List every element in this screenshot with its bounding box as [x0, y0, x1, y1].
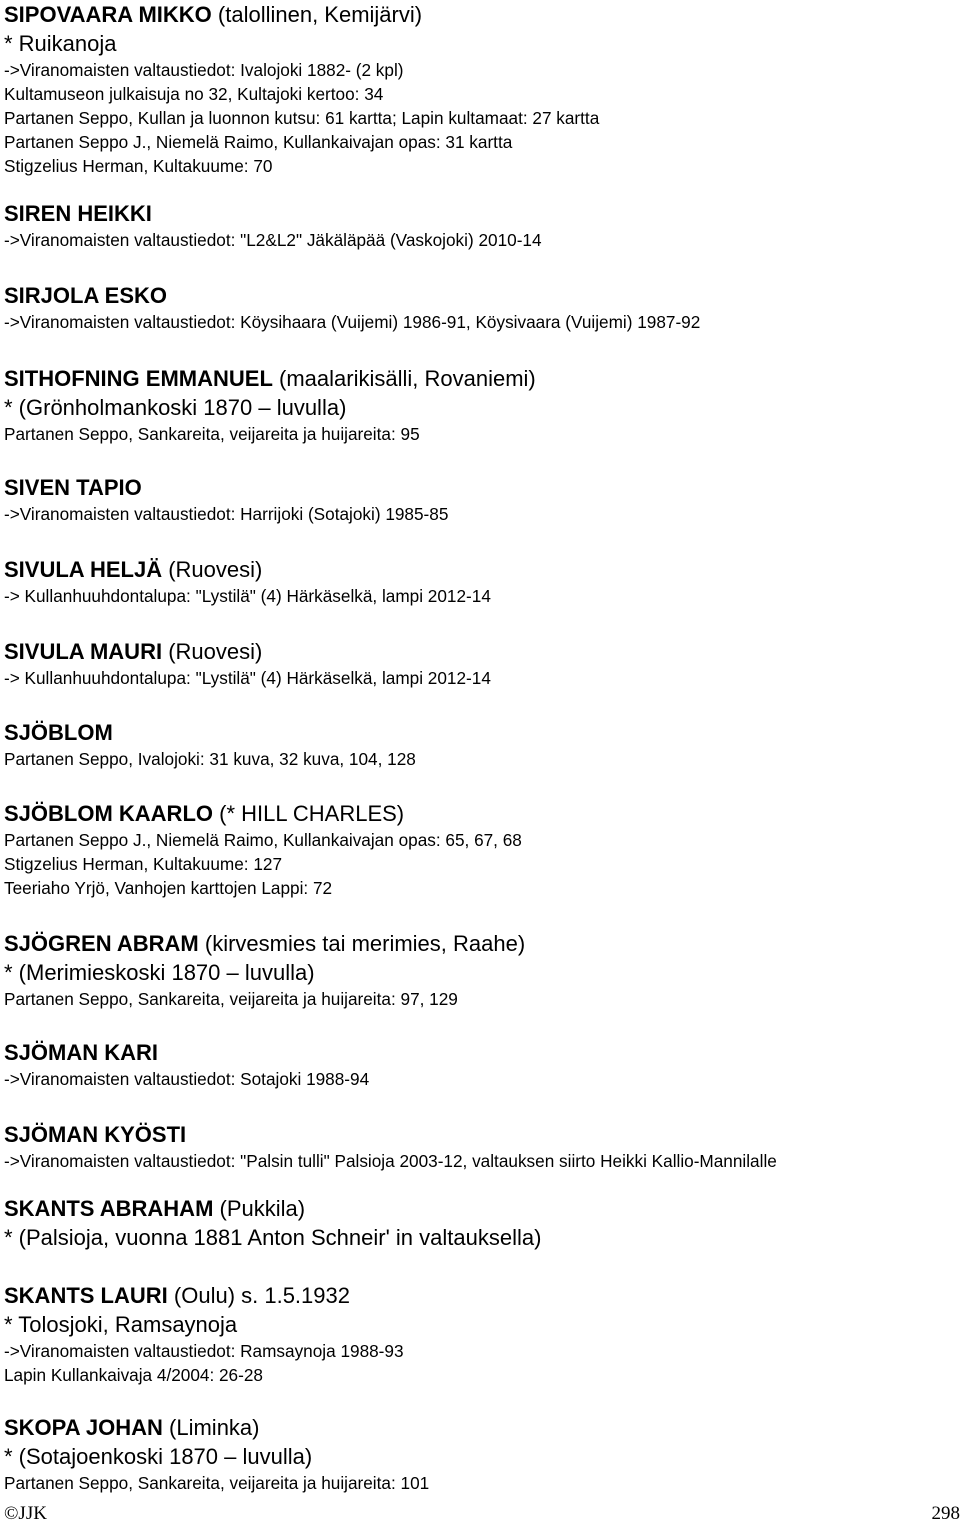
entry-name: SJÖMAN KYÖSTI	[4, 1122, 187, 1147]
entry	[4, 0, 599, 178]
entry-name: SIVEN TAPIO	[4, 475, 142, 500]
entry-name: SJÖBLOM	[4, 720, 113, 745]
entry-reference: ->Viranomaisten valtaustiedot: Ivalojoki 1882- (2 kpl)	[4, 60, 404, 80]
entry-reference: ->Viranomaisten valtaustiedot: Harrijoki (Sotajoki) 1985-85	[4, 504, 449, 524]
entry	[4, 555, 491, 608]
entry-reference: Teeriaho Yrjö, Vanhojen karttojen Lappi: 72	[4, 878, 333, 898]
entry-heading	[4, 0, 599, 29]
entry-location: * (Merimieskoski 1870 – luvulla)	[4, 960, 315, 985]
entry-location: * (Sotajoenkoski 1870 – luvulla)	[4, 1444, 313, 1469]
entry	[4, 799, 522, 900]
entry	[4, 473, 448, 526]
entry-heading	[4, 1281, 404, 1310]
entry-heading	[4, 637, 491, 666]
entry-reference: ->Viranomaisten valtaustiedot: "Palsin tulli" Palsioja 2003-12, valtauksen siirto Heikki Kallio-Mannilalle	[4, 1151, 777, 1171]
entry	[4, 199, 542, 252]
entry-details: (Pukkila)	[213, 1196, 306, 1221]
entry-name: SJÖGREN ABRAM	[4, 931, 199, 956]
entry-location: * Ruikanoja	[4, 31, 117, 56]
entry-reference: Partanen Seppo, Sankareita, veijareita ja huijareita: 95	[4, 424, 420, 444]
entry-heading	[4, 555, 491, 584]
entry-heading	[4, 718, 416, 747]
entry-name: SITHOFNING EMMANUEL	[4, 366, 273, 391]
entry-reference: Partanen Seppo, Kullan ja luonnon kutsu: 61 kartta; Lapin kultamaat: 27 kartta	[4, 108, 600, 128]
entry-location: * (Palsioja, vuonna 1881 Anton Schneir' in valtauksella)	[4, 1225, 542, 1250]
page-number: 298	[931, 1503, 960, 1524]
entry-reference: Partanen Seppo, Ivalojoki: 31 kuva, 32 kuva, 104, 128	[4, 749, 416, 769]
entry-reference: Partanen Seppo J., Niemelä Raimo, Kullankaivajan opas: 65, 67, 68	[4, 830, 522, 850]
entry-heading	[4, 1413, 429, 1442]
entry-details: (talollinen, Kemijärvi)	[211, 2, 423, 27]
entry-reference: ->Viranomaisten valtaustiedot: Ramsaynoja 1988-93	[4, 1341, 404, 1361]
entry	[4, 1281, 404, 1387]
entry-reference: -> Kullanhuuhdontalupa: "Lystilä" (4) Härkäselkä, lampi 2012-14	[4, 586, 491, 606]
entry	[4, 718, 416, 771]
entry-reference: ->Viranomaisten valtaustiedot: "L2&L2" Jäkäläpää (Vaskojoki) 2010-14	[4, 230, 542, 250]
entry	[4, 929, 525, 1011]
entry-heading	[4, 364, 536, 393]
entry-reference: Partanen Seppo, Sankareita, veijareita ja huijareita: 101	[4, 1473, 430, 1493]
entry-details: (* HILL CHARLES)	[213, 801, 405, 826]
entry-reference: -> Kullanhuuhdontalupa: "Lystilä" (4) Härkäselkä, lampi 2012-14	[4, 668, 491, 688]
footer-copyright: ©JJK	[4, 1503, 47, 1524]
entry	[4, 1120, 777, 1173]
entry	[4, 1413, 429, 1495]
entry-heading	[4, 1038, 369, 1067]
entry-heading	[4, 1194, 541, 1223]
entry-details: (maalarikisälli, Rovaniemi)	[272, 366, 536, 391]
entry	[4, 281, 700, 334]
entry-reference: ->Viranomaisten valtaustiedot: Sotajoki 1988-94	[4, 1069, 370, 1089]
entry-name: SJÖMAN KARI	[4, 1040, 159, 1065]
page-footer	[4, 1502, 960, 1525]
entry	[4, 1194, 541, 1252]
entry	[4, 1038, 369, 1091]
entry-reference: Partanen Seppo J., Niemelä Raimo, Kullankaivajan opas: 31 kartta	[4, 132, 513, 152]
entry-heading	[4, 1120, 777, 1149]
entry-name: SIREN HEIKKI	[4, 201, 152, 226]
entry-heading	[4, 281, 700, 310]
entry-reference: Partanen Seppo, Sankareita, veijareita ja huijareita: 97, 129	[4, 989, 458, 1009]
entry-heading	[4, 799, 522, 828]
entry-details: (Liminka)	[162, 1415, 260, 1440]
entry-heading	[4, 929, 525, 958]
entry-reference: ->Viranomaisten valtaustiedot: Köysihaara (Vuijemi) 1986-91, Köysivaara (Vuijemi) 1987-92	[4, 312, 701, 332]
entry	[4, 364, 536, 446]
entry-location: * Tolosjoki, Ramsaynoja	[4, 1312, 238, 1337]
entry-reference: Lapin Kullankaivaja 4/2004: 26-28	[4, 1365, 263, 1385]
entry	[4, 637, 491, 690]
entry-name: SIVULA HELJÄ	[4, 557, 163, 582]
entry-details: (Ruovesi)	[162, 639, 263, 664]
entry-location: * (Grönholmankoski 1870 – luvulla)	[4, 395, 347, 420]
entry-name: SJÖBLOM KAARLO	[4, 801, 213, 826]
entry-name: SKANTS LAURI	[4, 1283, 168, 1308]
entry-heading	[4, 199, 542, 228]
entry-name: SKOPA JOHAN	[4, 1415, 163, 1440]
entry-details: (kirvesmies tai merimies, Raahe)	[198, 931, 526, 956]
entry-details: (Ruovesi)	[162, 557, 263, 582]
entry-reference: Kultamuseon julkaisuja no 32, Kultajoki kertoo: 34	[4, 84, 384, 104]
entry-details: (Oulu) s. 1.5.1932	[167, 1283, 350, 1308]
entry-heading	[4, 473, 448, 502]
entry-reference: Stigzelius Herman, Kultakuume: 70	[4, 156, 273, 176]
entry-name: SIRJOLA ESKO	[4, 283, 167, 308]
entry-name: SIPOVAARA MIKKO	[4, 2, 212, 27]
entry-name: SKANTS ABRAHAM	[4, 1196, 214, 1221]
entry-reference: Stigzelius Herman, Kultakuume: 127	[4, 854, 283, 874]
entry-name: SIVULA MAURI	[4, 639, 163, 664]
